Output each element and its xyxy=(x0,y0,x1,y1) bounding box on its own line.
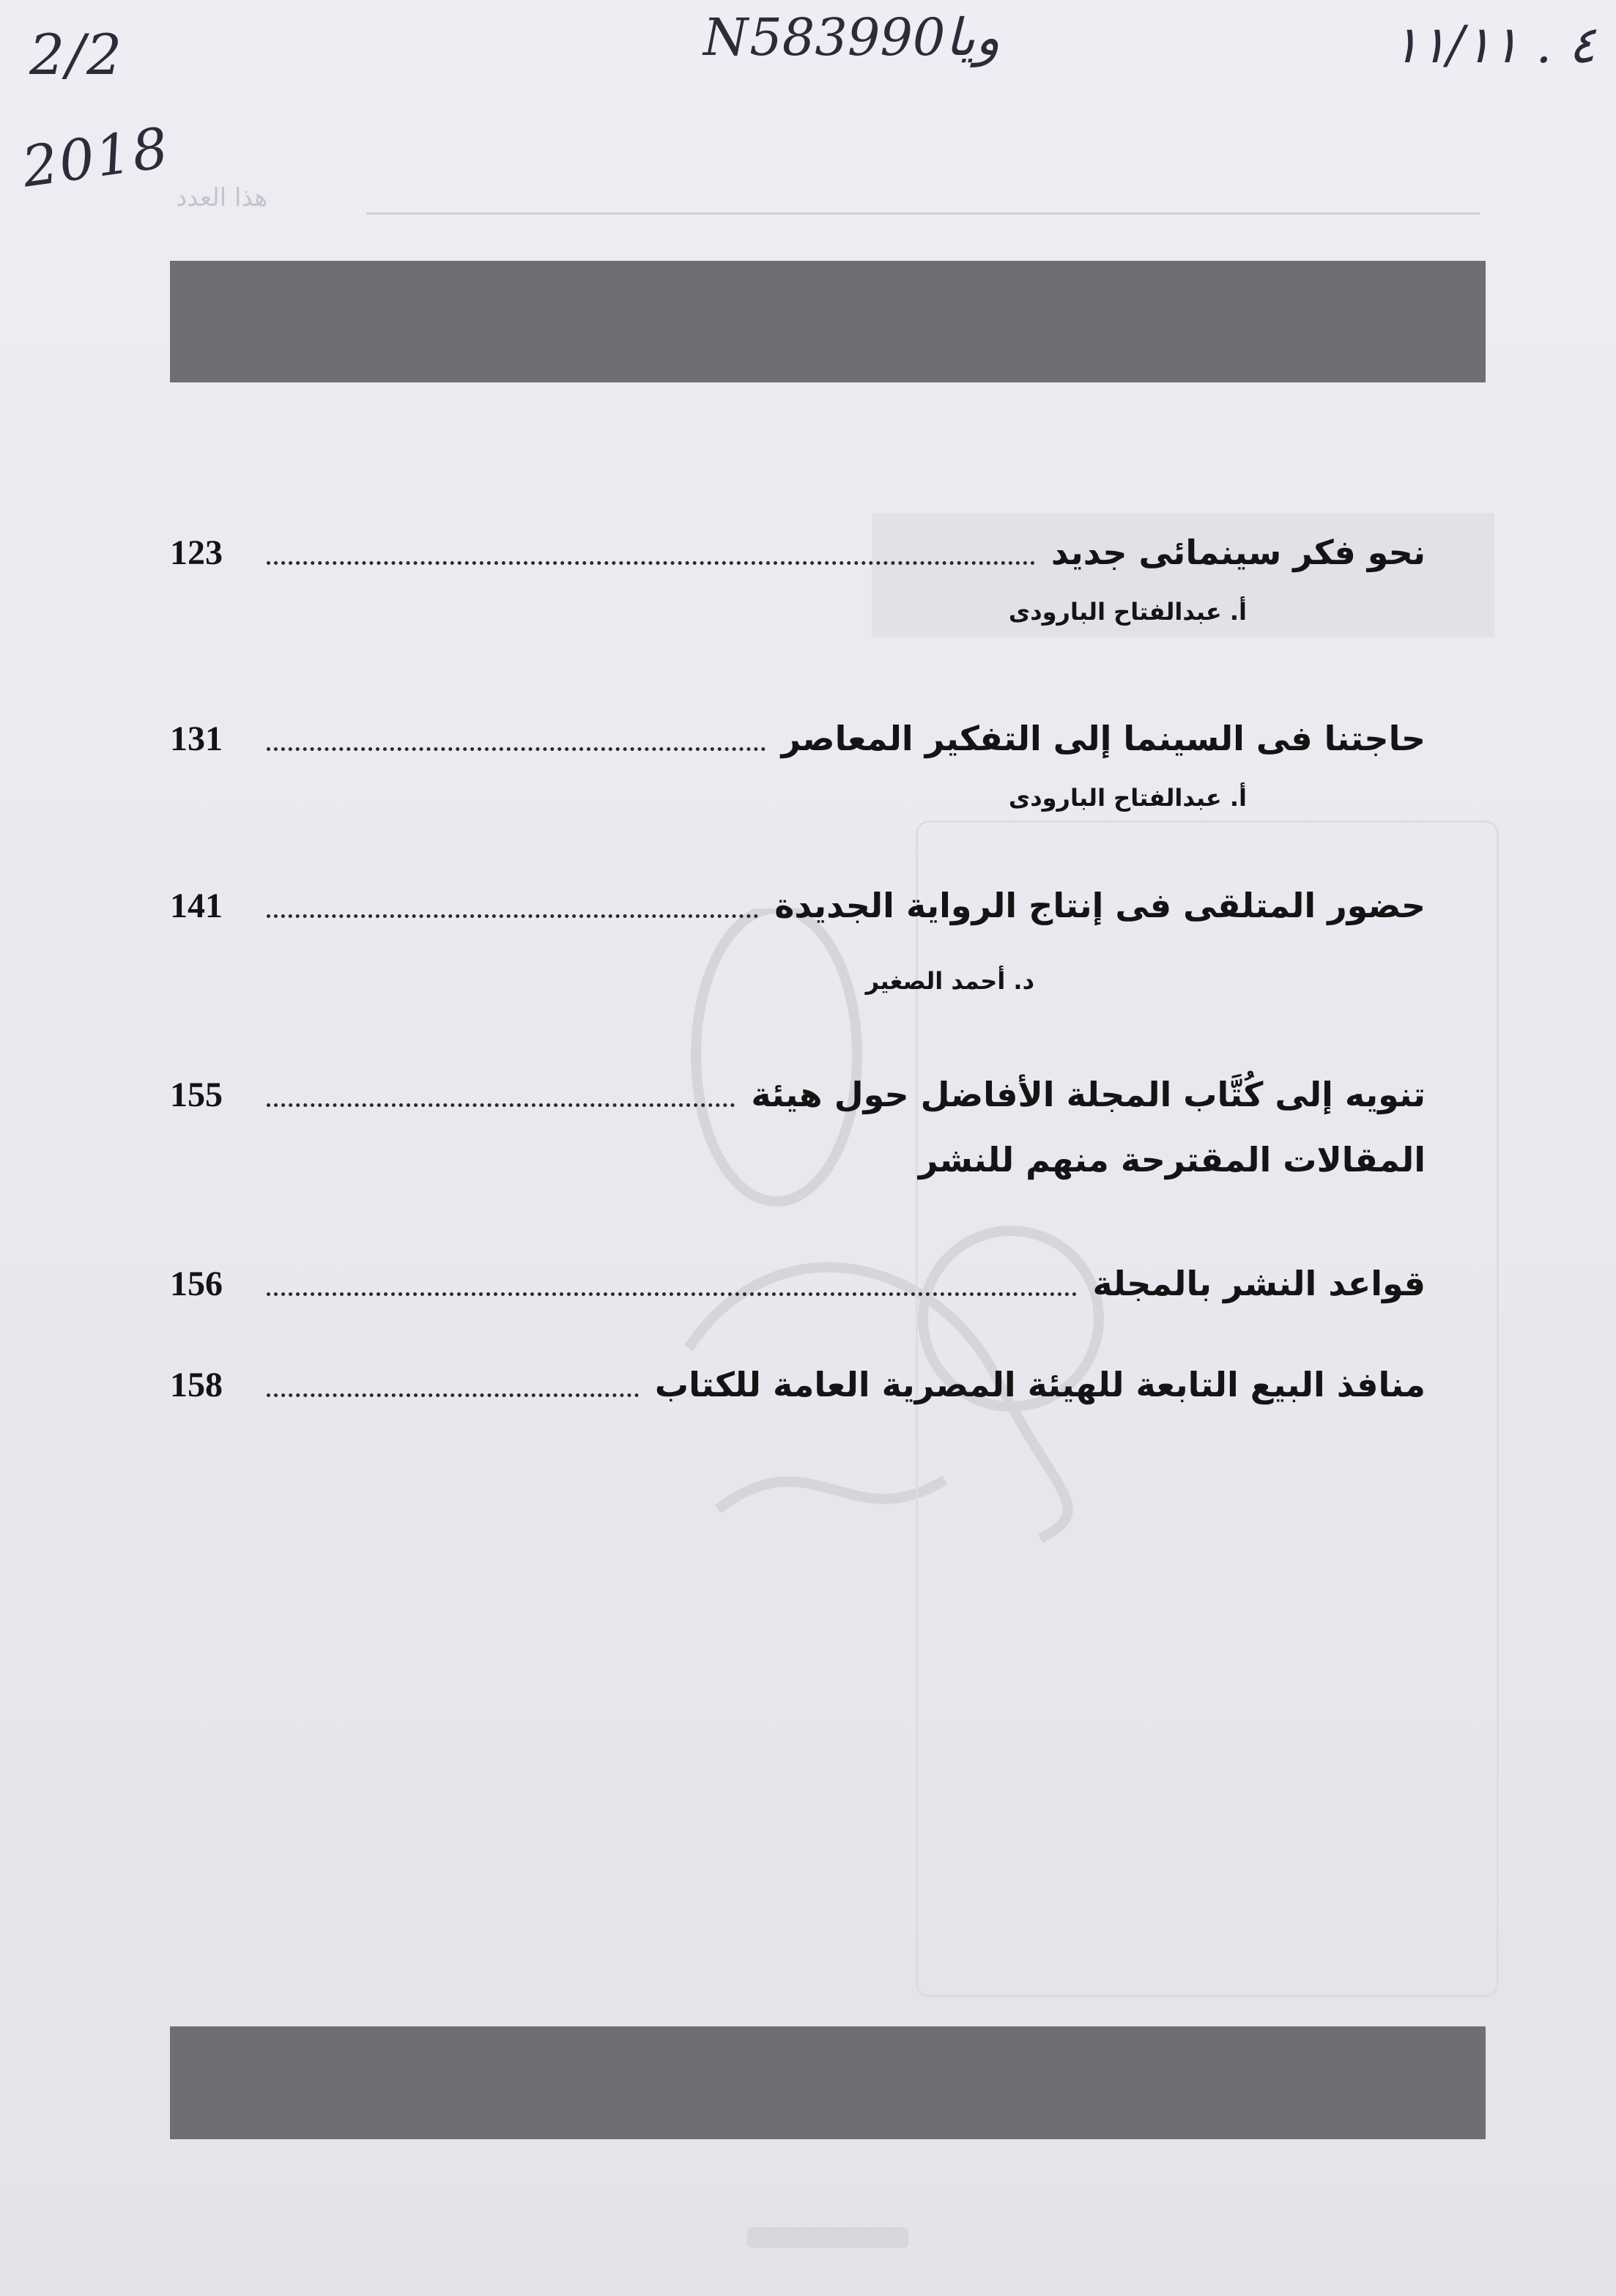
toc-entry-title: نحو فكر سينمائى جديد xyxy=(1050,533,1426,572)
toc-entry-title: تنويه إلى كُتَّاب المجلة الأفاضل حول هيئة xyxy=(751,1075,1426,1114)
handwritten-fraction: 2/2 xyxy=(29,22,124,87)
toc-entry-author: د. أحمد الصغير xyxy=(865,967,1034,995)
toc-leader-dots xyxy=(267,747,766,751)
toc-entry-author: أ. عبدالفتاح البارودى xyxy=(1008,598,1247,626)
toc-leader-dots xyxy=(267,914,758,918)
toc-entry[interactable] xyxy=(170,876,1426,935)
handwritten-mark: ٤ . ١١/١١ xyxy=(1392,15,1596,75)
toc-entry[interactable] xyxy=(170,1065,1426,1124)
toc-entry[interactable] xyxy=(170,709,1426,768)
toc-leader-dots xyxy=(267,1292,1077,1296)
bleed-through-rule xyxy=(366,212,1480,215)
bleed-through-page-number xyxy=(747,2227,908,2248)
toc-page-number: 156 xyxy=(170,1264,223,1303)
toc-entry-title: حضور المتلقى فى إنتاج الرواية الجديدة xyxy=(774,886,1426,925)
toc-page-number: 123 xyxy=(170,533,223,572)
toc-entry-title: منافذ البيع التابعة للهيئة المصرية العامة للكتاب xyxy=(654,1365,1426,1404)
bleed-through-header: هذا العدد xyxy=(176,183,268,212)
toc-entry-title: حاجتنا فى السينما إلى التفكير المعاصر xyxy=(781,719,1426,758)
handwritten-catalog-number: Nویا583990 xyxy=(703,7,1001,67)
toc-entry-title-continued: المقالات المقترحة منهم للنشر xyxy=(918,1140,1426,1180)
toc-leader-dots xyxy=(267,1103,735,1107)
toc-page-number: 158 xyxy=(170,1365,223,1404)
handwritten-year: 2018 xyxy=(18,114,174,200)
toc-leader-dots xyxy=(267,561,1035,565)
toc-leader-dots xyxy=(267,1393,639,1397)
toc-page-number: 155 xyxy=(170,1075,223,1114)
toc-entry[interactable] xyxy=(170,523,1426,582)
toc-entry-title: قواعد النشر بالمجلة xyxy=(1092,1264,1426,1303)
toc-entry[interactable] xyxy=(170,1355,1426,1414)
bottom-band xyxy=(170,2026,1486,2139)
toc-entry-author: أ. عبدالفتاح البارودى xyxy=(1008,784,1247,812)
top-band xyxy=(170,261,1486,382)
toc-entry[interactable] xyxy=(170,1254,1426,1313)
toc-page-number: 141 xyxy=(170,886,223,925)
toc-page-number: 131 xyxy=(170,719,223,758)
